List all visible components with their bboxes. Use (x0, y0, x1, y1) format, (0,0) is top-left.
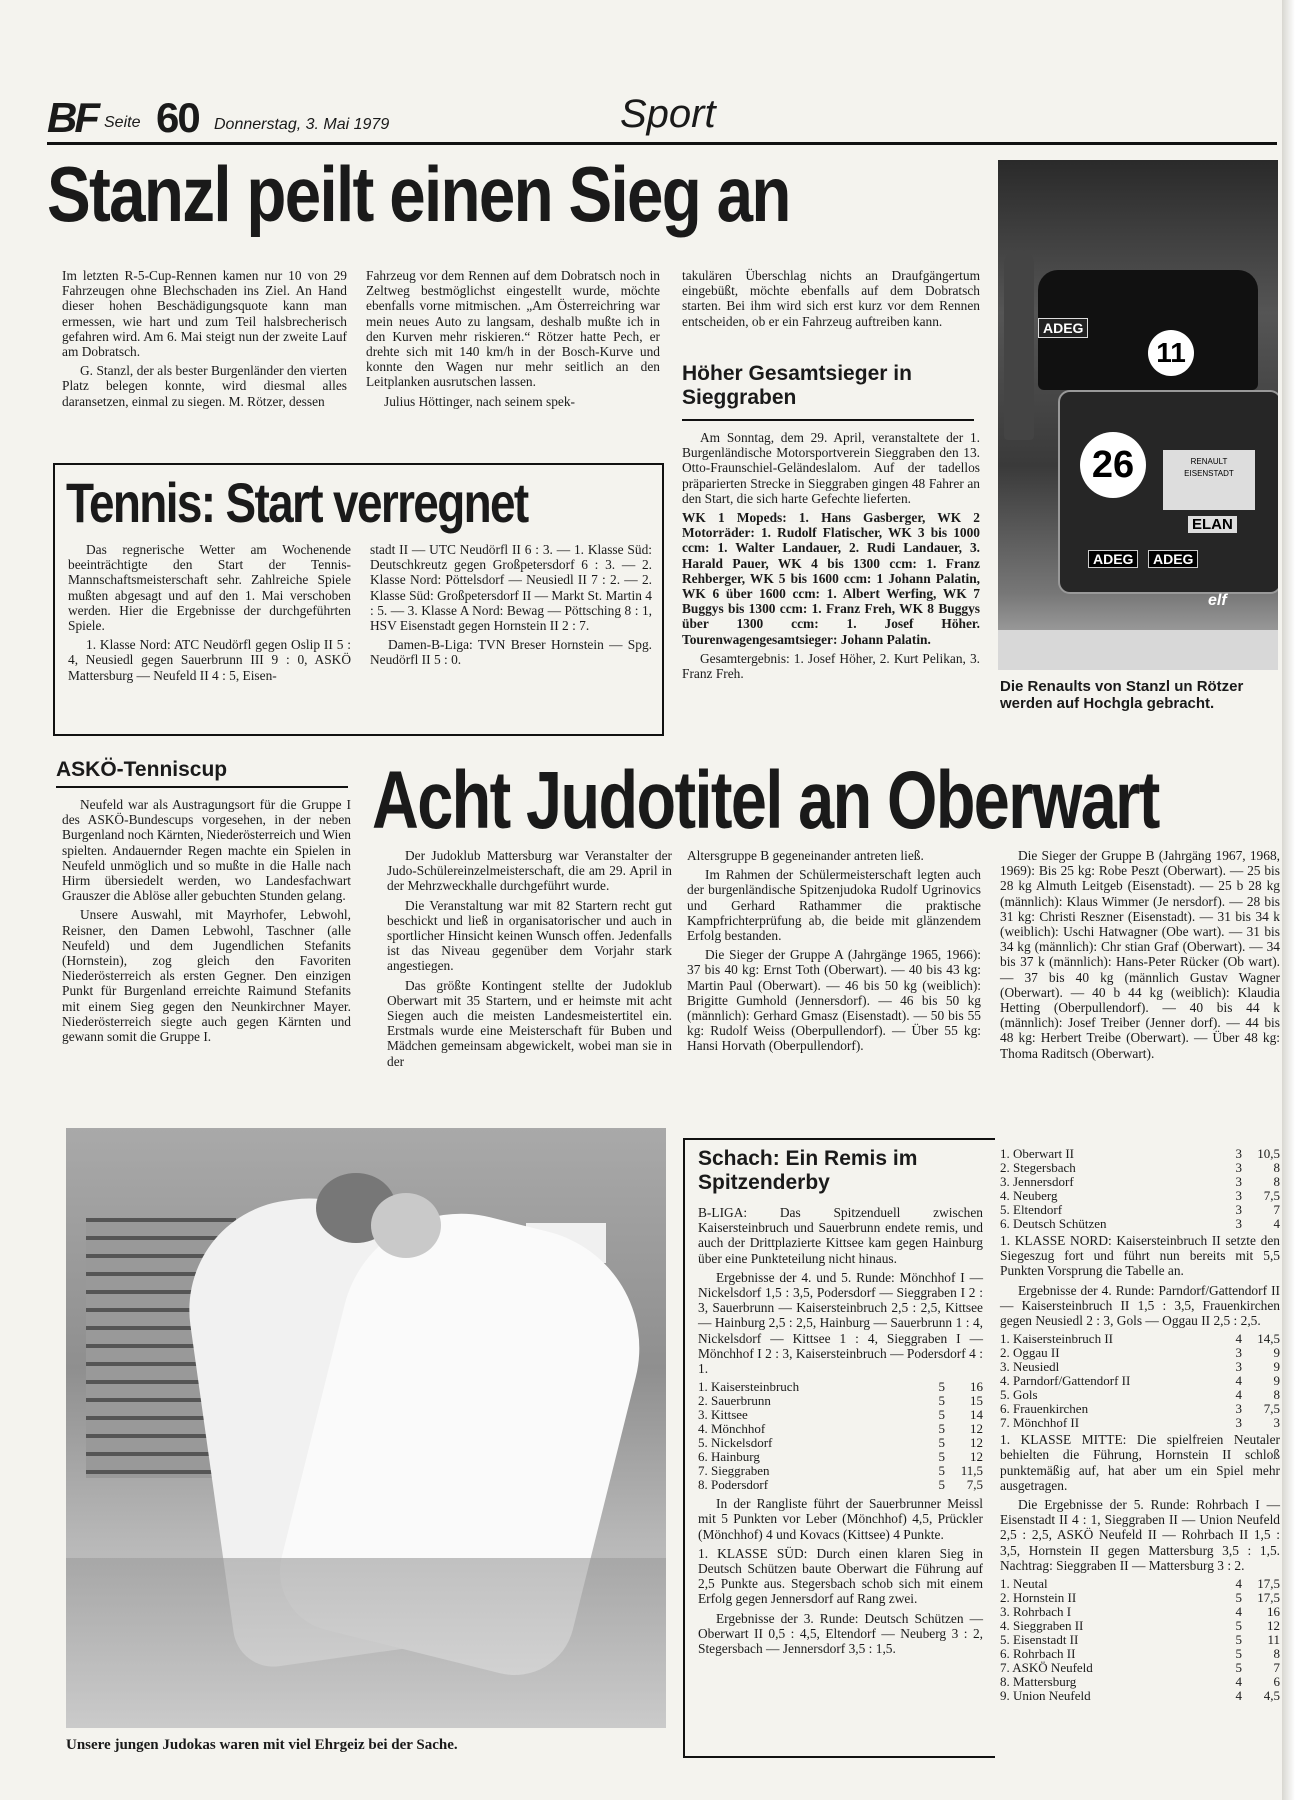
tennis-col-1 (68, 542, 351, 687)
renault-label: RENAULT (1190, 457, 1228, 466)
standings-row (1000, 1402, 1280, 1416)
standings-points: 7,5 (1263, 1188, 1280, 1203)
standings-team: 2. Stegersbach (1000, 1160, 1076, 1175)
mechanic-figure (1004, 250, 1034, 440)
standings-points: 14,5 (1257, 1331, 1280, 1347)
masthead-rule (47, 142, 1277, 145)
askoe-headline: ASKÖ-Tenniscup (56, 758, 228, 781)
schach-table-nord (1000, 1332, 1280, 1430)
standings-row (1000, 1374, 1280, 1388)
masthead-seite-label: Seite (104, 114, 141, 131)
car-26-elan-sign: ELAN (1188, 516, 1237, 533)
standings-team: 2. Oggau II (1000, 1345, 1060, 1361)
standings-team: 6. Frauenkirchen (1000, 1401, 1089, 1417)
standings-games: 4 (1235, 1331, 1242, 1347)
judo-headline: Acht Judotitel an Oberwart (372, 755, 1159, 846)
standings-games: 5 (938, 1379, 945, 1395)
standings-row (698, 1464, 983, 1478)
schach-table-b-liga (698, 1380, 983, 1492)
stanzl-col1-p1: Im letzten R-5-Cup-Rennen kamen nur 10 von 29 Fahrzeugen ohne Blechschaden ins Ziel. An Hand dieser hohen Beschädigungsquote kann man ermessen, wie hart und zum Teil halsbrecherisch gefahren wird. Am 6. Mai steigt nun der zweite Lauf am Dobratsch. (62, 268, 347, 360)
tennis-p4: Damen-B-Liga: TVN Breser Hornstein — Spg. Neudörfl II 5 : 0. (370, 637, 652, 668)
masthead-section: Sport (620, 92, 716, 136)
standings-points: 12 (970, 1449, 983, 1465)
standings-row (1000, 1591, 1280, 1605)
car-26-number: 26 (1080, 432, 1146, 498)
standings-points: 9 (1273, 1373, 1280, 1389)
schach-headline: Schach: Ein Remis im Spitzenderby (698, 1147, 918, 1194)
schach-p3: In der Rangliste führt der Sauerbrunner Meissl mit 5 Punkten vor Leber (Mönchhof) 4,5, Prückler (Mönchhof) 4 und Kovacs (Kittsee) 4 Punkte. (698, 1496, 983, 1542)
standings-team: 4. Neuberg (1000, 1188, 1058, 1203)
standings-team: 2. Hornstein II (1000, 1590, 1077, 1606)
standings-row (698, 1450, 983, 1464)
standings-points: 8 (1273, 1387, 1280, 1403)
standings-games: 4 (1235, 1387, 1242, 1403)
stanzl-col-2 (366, 268, 660, 413)
standings-points: 16 (1267, 1604, 1280, 1620)
standings-row (1000, 1675, 1280, 1689)
judo-col1-p3: Das größte Kontingent stellte der Judoklub Oberwart mit 35 Startern, und er heimste mit acht Siegen auch die meisten Landesmeistertitel ein. Erstmals wurde eine Meisterschaft für Buben und Mädchen gemeinsam abgewickelt, wobei man sie in der (387, 977, 672, 1069)
standings-games: 3 (1235, 1345, 1242, 1361)
car-26-elf-sign: elf (1208, 592, 1227, 609)
standings-team: 4. Mönchhof (698, 1421, 766, 1437)
standings-row (1000, 1689, 1280, 1703)
standings-games: 4 (1235, 1688, 1242, 1704)
standings-points: 7 (1273, 1660, 1280, 1676)
car-11-adeg-sign: ADEG (1038, 318, 1088, 338)
standings-points: 8 (1273, 1646, 1280, 1662)
standings-games: 3 (1235, 1216, 1242, 1231)
standings-row (1000, 1577, 1280, 1591)
standings-points: 7,5 (966, 1477, 983, 1493)
schach-table-sued (1000, 1147, 1280, 1231)
stanzl-col1-p2: G. Stanzl, der als bester Burgenländer den vierten Platz belegen konnte, wird diesmal alles daransetzen, einmal zu siegen. M. Rötzer, dessen (62, 363, 347, 409)
cars-photo (998, 160, 1278, 670)
standings-points: 6 (1273, 1674, 1280, 1690)
stanzl-col2-p1: Fahrzeug vor dem Rennen auf dem Dobratsch noch in Zeltweg bestmöglichst eingestellt wurde, möchte ebenfalls vorne mitmischen. „Am Österreichring war mein neues Auto zu langsam, deshalb mußte ich in den Kurven mehr riskieren.“ Rötzer hatte Pech, er drehte sich mit 140 km/h in der Bosch-Kurve und konnte den Wagen nur mehr seitlich an den Leitplanken ausrutschen lassen. (366, 268, 660, 390)
standings-points: 11 (1267, 1632, 1280, 1648)
judo-col3-p1: Die Sieger der Gruppe B (Jahrgäng 1967, 1968, 1969): Bis 25 kg: Robe Peszt (Oberwart). — 25 bis 28 kg Almuth Leitgeb (Eisenstadt). — 25 b 28 kg (männlich): Klaus Wimmer (Je nersdorf). — 28 bis 31 kg: Christi Reszner (Eisenstadt). — 31 bis 34 k (weiblich): Uschi Hatwagner (Obe wart). — 31 bis 34 kg (männlich): Chr stian Graf (Oberwart). — 34 bis 37 k (männlich): Hans-Peter Rücker (Ob wart). — 37 bis 40 kg (männlich Gustav Wagner (Oberwart). — 40 b 44 kg (weiblich): Klaudia Hetting (Oberpullendorf). — 40 bis 44 k (männlich): Josef Treiber (Jenner dorf). — 44 bis 48 kg: Herbert Treibe (Oberwart). — Über 48 kg: Thoma Raditsch (Oberwart). (1000, 848, 1280, 1061)
cars-photo-caption: Die Renaults von Stanzl un Rötzer werden auf Hochgla gebracht. (1000, 678, 1244, 712)
car-26-renault-plate (1163, 450, 1255, 510)
standings-games: 3 (1235, 1202, 1242, 1217)
standings-team: 5. Gols (1000, 1387, 1038, 1403)
hoeher-p3: Gesamtergebnis: 1. Josef Höher, 2. Kurt Pelikan, 3. Franz Freh. (682, 650, 980, 682)
standings-row (698, 1380, 983, 1394)
standings-games: 5 (938, 1463, 945, 1479)
standings-games: 3 (1235, 1415, 1242, 1431)
standings-row (1000, 1647, 1280, 1661)
standings-row (1000, 1217, 1280, 1231)
standings-row (1000, 1161, 1280, 1175)
standings-row (1000, 1175, 1280, 1189)
standings-row (1000, 1147, 1280, 1161)
standings-games: 5 (1235, 1618, 1242, 1634)
standings-games: 5 (938, 1421, 945, 1437)
standings-points: 11,5 (960, 1463, 983, 1479)
eisenstadt-label: EISENSTADT (1184, 469, 1234, 478)
standings-points: 4 (1273, 1216, 1280, 1231)
hoeher-headline: Höher Gesamtsieger in Sieggraben (682, 362, 912, 409)
standings-team: 1. Neutal (1000, 1576, 1048, 1592)
judo-col-3 (1000, 848, 1280, 1065)
standings-points: 8 (1273, 1160, 1280, 1175)
standings-team: 5. Eisenstadt II (1000, 1632, 1079, 1648)
car-11-number: 11 (1148, 330, 1194, 376)
standings-games: 3 (1235, 1160, 1242, 1175)
tennis-p3: stadt II — UTC Neudörfl II 6 : 3. — 1. Klasse Süd: Deutschkreutz gegen Großpetersdorf 6 : 3. — 2. Klasse Nord: Pöttelsdorf — Neusiedl II 7 : 2. — 2. Klasse Süd: Großpetersdorf II — Markt St. Martin 4 : 5. — 3. Klasse A Nord: Bewag — Pöttsching 8 : 1, HSV Eisenstadt gegen Hornstein II 2 : 7. (370, 542, 652, 634)
judo-photo-caption: Unsere jungen Judokas waren mit viel Ehrgeiz bei der Sache. (66, 1737, 458, 1753)
standings-points: 9 (1273, 1345, 1280, 1361)
judo-col1-p2: Die Veranstaltung war mit 82 Startern recht gut beschickt und ließ in organisatorischer und auch in sportlicher Hinsicht keinen Wunsch offen. Jedenfalls ist das Niveau gegenüber dem Vorjahr stark angestiegen. (387, 897, 672, 974)
judo-col-2 (687, 848, 981, 1058)
standings-row (1000, 1332, 1280, 1346)
standings-team: 3. Neusiedl (1000, 1359, 1060, 1375)
standings-row (698, 1478, 983, 1492)
standings-points: 14 (970, 1407, 983, 1423)
askoe-p2: Unsere Auswahl, mit Mayrhofer, Lebwohl, Reisner, den Damen Lebwohl, Taschner (alle Neufeld) und dem Jugendlichen Stefanits (Hornstein), zog gleich den Favoriten Niederösterreich als ersten Gegner. Den einzigen Punkt für Burgenland erreichte Raimund Stefanits mit einem Sieg gegen den Neunkirchner Mayer. Niederösterreich siegte auch gegen Kärnten und gewann somit die Gruppe I. (62, 907, 351, 1045)
standings-team: 4. Sieggraben II (1000, 1618, 1084, 1634)
standings-games: 5 (938, 1393, 945, 1409)
car-26-adeg-sign-2: ADEG (1148, 550, 1198, 568)
standings-row (1000, 1189, 1280, 1203)
stanzl-col-3 (682, 268, 980, 333)
standings-team: 1. Oberwart II (1000, 1146, 1074, 1161)
judo-col2-p2: Im Rahmen der Schülermeisterschaft legten auch der burgenländische Spitzenjudoka Rudolf Ugrinovics und Gerhard Rathammer die praktische Kampfrichterprüfung ab, die beide mit glänzendem Erfolg bestanden. (687, 867, 981, 944)
standings-games: 3 (1235, 1188, 1242, 1203)
standings-games: 3 (1235, 1174, 1242, 1189)
stanzl-headline: Stanzl peilt einen Sieg an (47, 150, 790, 238)
standings-row (1000, 1203, 1280, 1217)
masthead-date: Donnerstag, 3. Mai 1979 (214, 116, 390, 133)
standings-games: 5 (1235, 1590, 1242, 1606)
askoe-p1: Neufeld war als Austragungsort für die Gruppe I des ASKÖ-Bundescups vorgesehen, in der neben Burgenland noch Kärnten, Niederösterreich und Wien spielten. Andauernder Regen machte ein Spielen in Neufeld unmöglich und so mußte in die Halle nach Hirm übersiedelt werden, wo Landesfachwart Grauszer die Ablöse aller gebuchten Stunden gelang. (62, 797, 352, 904)
stanzl-col-1 (62, 268, 347, 413)
schach-p8: 1. KLASSE MITTE: Die spielfreien Neutaler behielten die Führung, Hornstein II schloß punktemäßig auf, hat aber um ein Spiel mehr ausgetragen. (1000, 1432, 1280, 1493)
hoeher-body (682, 430, 980, 685)
standings-points: 7 (1273, 1202, 1280, 1217)
standings-points: 15 (970, 1393, 983, 1409)
standings-points: 17,5 (1257, 1590, 1280, 1606)
standings-row (1000, 1416, 1280, 1430)
standings-team: 1. Kaisersteinbruch (698, 1379, 800, 1395)
standings-team: 1. Kaisersteinbruch II (1000, 1331, 1113, 1347)
standings-team: 7. Mönchhof II (1000, 1415, 1080, 1431)
standings-team: 8. Mattersburg (1000, 1674, 1077, 1690)
standings-team: 5. Nickelsdorf (698, 1435, 773, 1451)
schach-table-mitte (1000, 1577, 1280, 1703)
standings-row (1000, 1388, 1280, 1402)
standings-games: 5 (938, 1435, 945, 1451)
standings-games: 5 (938, 1477, 945, 1493)
masthead-logo: BF (47, 94, 97, 141)
tennis-p2: 1. Klasse Nord: ATC Neudörfl gegen Oslip II 5 : 4, Neusiedl gegen Sauerbrunn III 9 : 0, ASKÖ Mattersburg — Neufeld II 4 : 5, Eisen- (68, 637, 351, 683)
standings-row (1000, 1360, 1280, 1374)
standings-team: 6. Hainburg (698, 1449, 760, 1465)
standings-team: 3. Rohrbach I (1000, 1604, 1072, 1620)
standings-games: 5 (1235, 1646, 1242, 1662)
standings-points: 17,5 (1257, 1576, 1280, 1592)
tennis-p1: Das regnerische Wetter am Wochenende beeinträchtigte den Start der Tennis-Mannschaftsmeisterschaft sehr. Zahlreiche Spiele mußten abgesagt und auf den 1. Mai verschoben werden. Hier die Ergebnisse der durchgeführten Spiele. (68, 542, 351, 634)
standings-row (698, 1422, 983, 1436)
standings-team: 6. Deutsch Schützen (1000, 1216, 1107, 1231)
standings-team: 3. Kittsee (698, 1407, 748, 1423)
standings-games: 5 (1235, 1632, 1242, 1648)
judo-photo (66, 1128, 666, 1728)
schach-p4: 1. KLASSE SÜD: Durch einen klaren Sieg in Deutsch Schützen baute Oberwart die Führung auf 2,5 Punkte aus. Stegersbach schob sich mit einem Erfolg gegen Jennersdorf auf Rang zwei. (698, 1545, 983, 1607)
page-edge (1282, 0, 1295, 1800)
standings-row (1000, 1346, 1280, 1360)
schach-p6: 1. KLASSE NORD: Kaisersteinbruch II setzte den Siegeszug fort und führt nun bereits mit 5,5 Punkten Vorsprung die Tabelle an. (1000, 1233, 1280, 1279)
standings-team: 4. Parndorf/Gattendorf II (1000, 1373, 1131, 1389)
schach-p7: Ergebnisse der 4. Runde: Parndorf/Gattendorf II — Kaisersteinbruch II 1,5 : 3,5, Frauenkirchen gegen Neusiedl 2 : 3, Gols — Oggau II 2,5 : 2,5. (1000, 1282, 1280, 1329)
judo-col2-p1: Altersgruppe B gegeneinander antreten ließ. (687, 848, 924, 863)
standings-games: 4 (1235, 1576, 1242, 1592)
standings-points: 8 (1273, 1174, 1280, 1189)
standings-team: 8. Podersdorf (698, 1477, 769, 1493)
standings-points: 7,5 (1263, 1401, 1280, 1417)
hoeher-p1: Am Sonntag, dem 29. April, veranstaltete der 1. Burgenländische Motorsportverein Sieggraben den 13. Otto-Fraunschiel-Geländeslalom. Auf der tadellos präparierten Strecke in Sieggraben gingen 48 Fahrer an den Start, die sich harte Gefechte lieferten. (682, 430, 980, 506)
standings-points: 12 (1267, 1618, 1280, 1634)
hoeher-p2: WK 1 Mopeds: 1. Hans Gasberger, WK 2 Motorräder: 1. Rudolf Flatischer, WK 3 bis 1000 ccm: 1. Walter Landauer, 2. Rudi Landauer, 3. Harald Pauer, WK 4 bis 1300 ccm: 1. Franz Rehberger, WK 5 bis 1600 ccm: 1 Johann Palatin, WK 6 über 1600 ccm: 1. Albert Werfing, WK 7 Buggys bis 1300 ccm: 1. Franz Freh, WK 8 Buggys über 1300 ccm: 1. Josef Höher. Tourenwagengesamtsieger: Johann Palatin. (682, 510, 980, 647)
standings-row (698, 1436, 983, 1450)
judo-col1-p1: Der Judoklub Mattersburg war Veranstalter der Judo-Schülereinzelmeisterschaft, die am 29. April in der Mehrzweckhalle durchgeführt wurde. (387, 848, 672, 894)
standings-games: 3 (1235, 1401, 1242, 1417)
schach-col-1 (698, 1205, 983, 1660)
standings-team: 9. Union Neufeld (1000, 1688, 1091, 1704)
judo-col2-p3: Die Sieger der Gruppe A (Jahrgänge 1965, 1966): 37 bis 40 kg: Ernst Toth (Oberwart). — 40 bis 43 kg: Martin Paul (Oberwart). — 46 bis 50 kg (weiblich): Brigitte Gumhold (Jennersdorf). — 46 bis 50 kg (männlich): Gerhard Gmasz (Eisenstadt). — 50 bis 55 kg: Rudolf Weiss (Oberpullendorf). — Über 55 kg: Hansi Horvath (Oberpullendorf). (687, 947, 981, 1054)
standings-row (698, 1394, 983, 1408)
standings-row (1000, 1619, 1280, 1633)
standings-games: 4 (1235, 1604, 1242, 1620)
schach-col-2 (1000, 1147, 1280, 1703)
gym-floor (66, 1558, 666, 1728)
masthead-page-number: 60 (156, 94, 199, 141)
askoe-body (62, 797, 351, 1048)
askoe-rule (56, 786, 348, 788)
tennis-col-2 (370, 542, 652, 672)
schach-p5: Ergebnisse der 3. Runde: Deutsch Schützen — Oberwart II 0,5 : 4,5, Eltendorf — Neuberg 3 : 2, Stegersbach — Jennersdorf 3,5 : 1,5. (698, 1610, 983, 1657)
standings-row (1000, 1661, 1280, 1675)
hood-white (998, 630, 1278, 670)
standings-games: 5 (938, 1449, 945, 1465)
schach-p1: B-LIGA: Das Spitzenduell zwischen Kaisersteinbruch und Sauerbrunn endete remis, und auch der Drittplazierte Kittsee kam gegen Hainburg über eine Punkteteilung nicht hinaus. (698, 1205, 983, 1266)
standings-row (698, 1408, 983, 1422)
standings-team: 5. Eltendorf (1000, 1202, 1063, 1217)
standings-points: 16 (970, 1379, 983, 1395)
standings-points: 10,5 (1257, 1146, 1280, 1161)
standings-games: 4 (1235, 1674, 1242, 1690)
standings-points: 9 (1273, 1359, 1280, 1375)
car-26-adeg-sign-1: ADEG (1088, 550, 1138, 568)
schach-p2: Ergebnisse der 4. und 5. Runde: Mönchhof I — Nickelsdorf 1,5 : 3,5, Podersdorf — Sieggraben I 2 : 3, Sauerbrunn — Kaisersteinbruch 2,5 : 2,5, Kittsee — Hainburg 2,5 : 2,5, Hainburg — Sauerbrunn 1 : 4, Nickelsdorf — Kittsee 1 : 4, Sieggraben I — Mönchhof I 2 : 3, Kaisersteinbruch — Podersdorf 4 : 1. (698, 1269, 983, 1377)
standings-points: 12 (970, 1435, 983, 1451)
hoeher-rule (682, 419, 974, 421)
standings-row (1000, 1633, 1280, 1647)
standings-games: 5 (938, 1407, 945, 1423)
tennis-headline: Tennis: Start verregnet (66, 471, 528, 534)
standings-games: 5 (1235, 1660, 1242, 1676)
standings-team: 7. ASKÖ Neufeld (1000, 1660, 1093, 1676)
standings-team: 2. Sauerbrunn (698, 1393, 771, 1409)
stanzl-col3-p1: takulären Überschlag nichts an Draufgängertum eingebüßt, möchte ebenfalls auf dem Dobratsch starten. Bei ihm wird sich erst kurz vor dem Rennen entscheiden, ob er ein Fahrzeug auftreiben kann. (682, 268, 980, 329)
standings-games: 3 (1235, 1146, 1242, 1161)
standings-points: 3 (1273, 1415, 1280, 1431)
standings-points: 12 (970, 1421, 983, 1437)
standings-games: 3 (1235, 1359, 1242, 1375)
standings-team: 3. Jennersdorf (1000, 1174, 1074, 1189)
schach-p9: Die Ergebnisse der 5. Runde: Rohrbach I — Eisenstadt II 4 : 1, Sieggraben II — Union Neufeld 2,5 : 2,5, ASKÖ Neufeld II — Rohrbach II 1,5 : 3,5, Hornstein II gegen Mattersburg 3,5 : 1,5. Nachtrag: Sieggraben II — Mattersburg 3 : 2. (1000, 1497, 1280, 1573)
standings-games: 4 (1235, 1373, 1242, 1389)
judoka-head-2 (371, 1193, 441, 1258)
judo-col-1 (387, 848, 672, 1073)
standings-team: 6. Rohrbach II (1000, 1646, 1076, 1662)
standings-team: 7. Sieggraben (698, 1463, 770, 1479)
stanzl-col2-p2: Julius Höttinger, nach seinem spek- (384, 393, 575, 409)
standings-points: 4,5 (1263, 1688, 1280, 1704)
standings-row (1000, 1605, 1280, 1619)
